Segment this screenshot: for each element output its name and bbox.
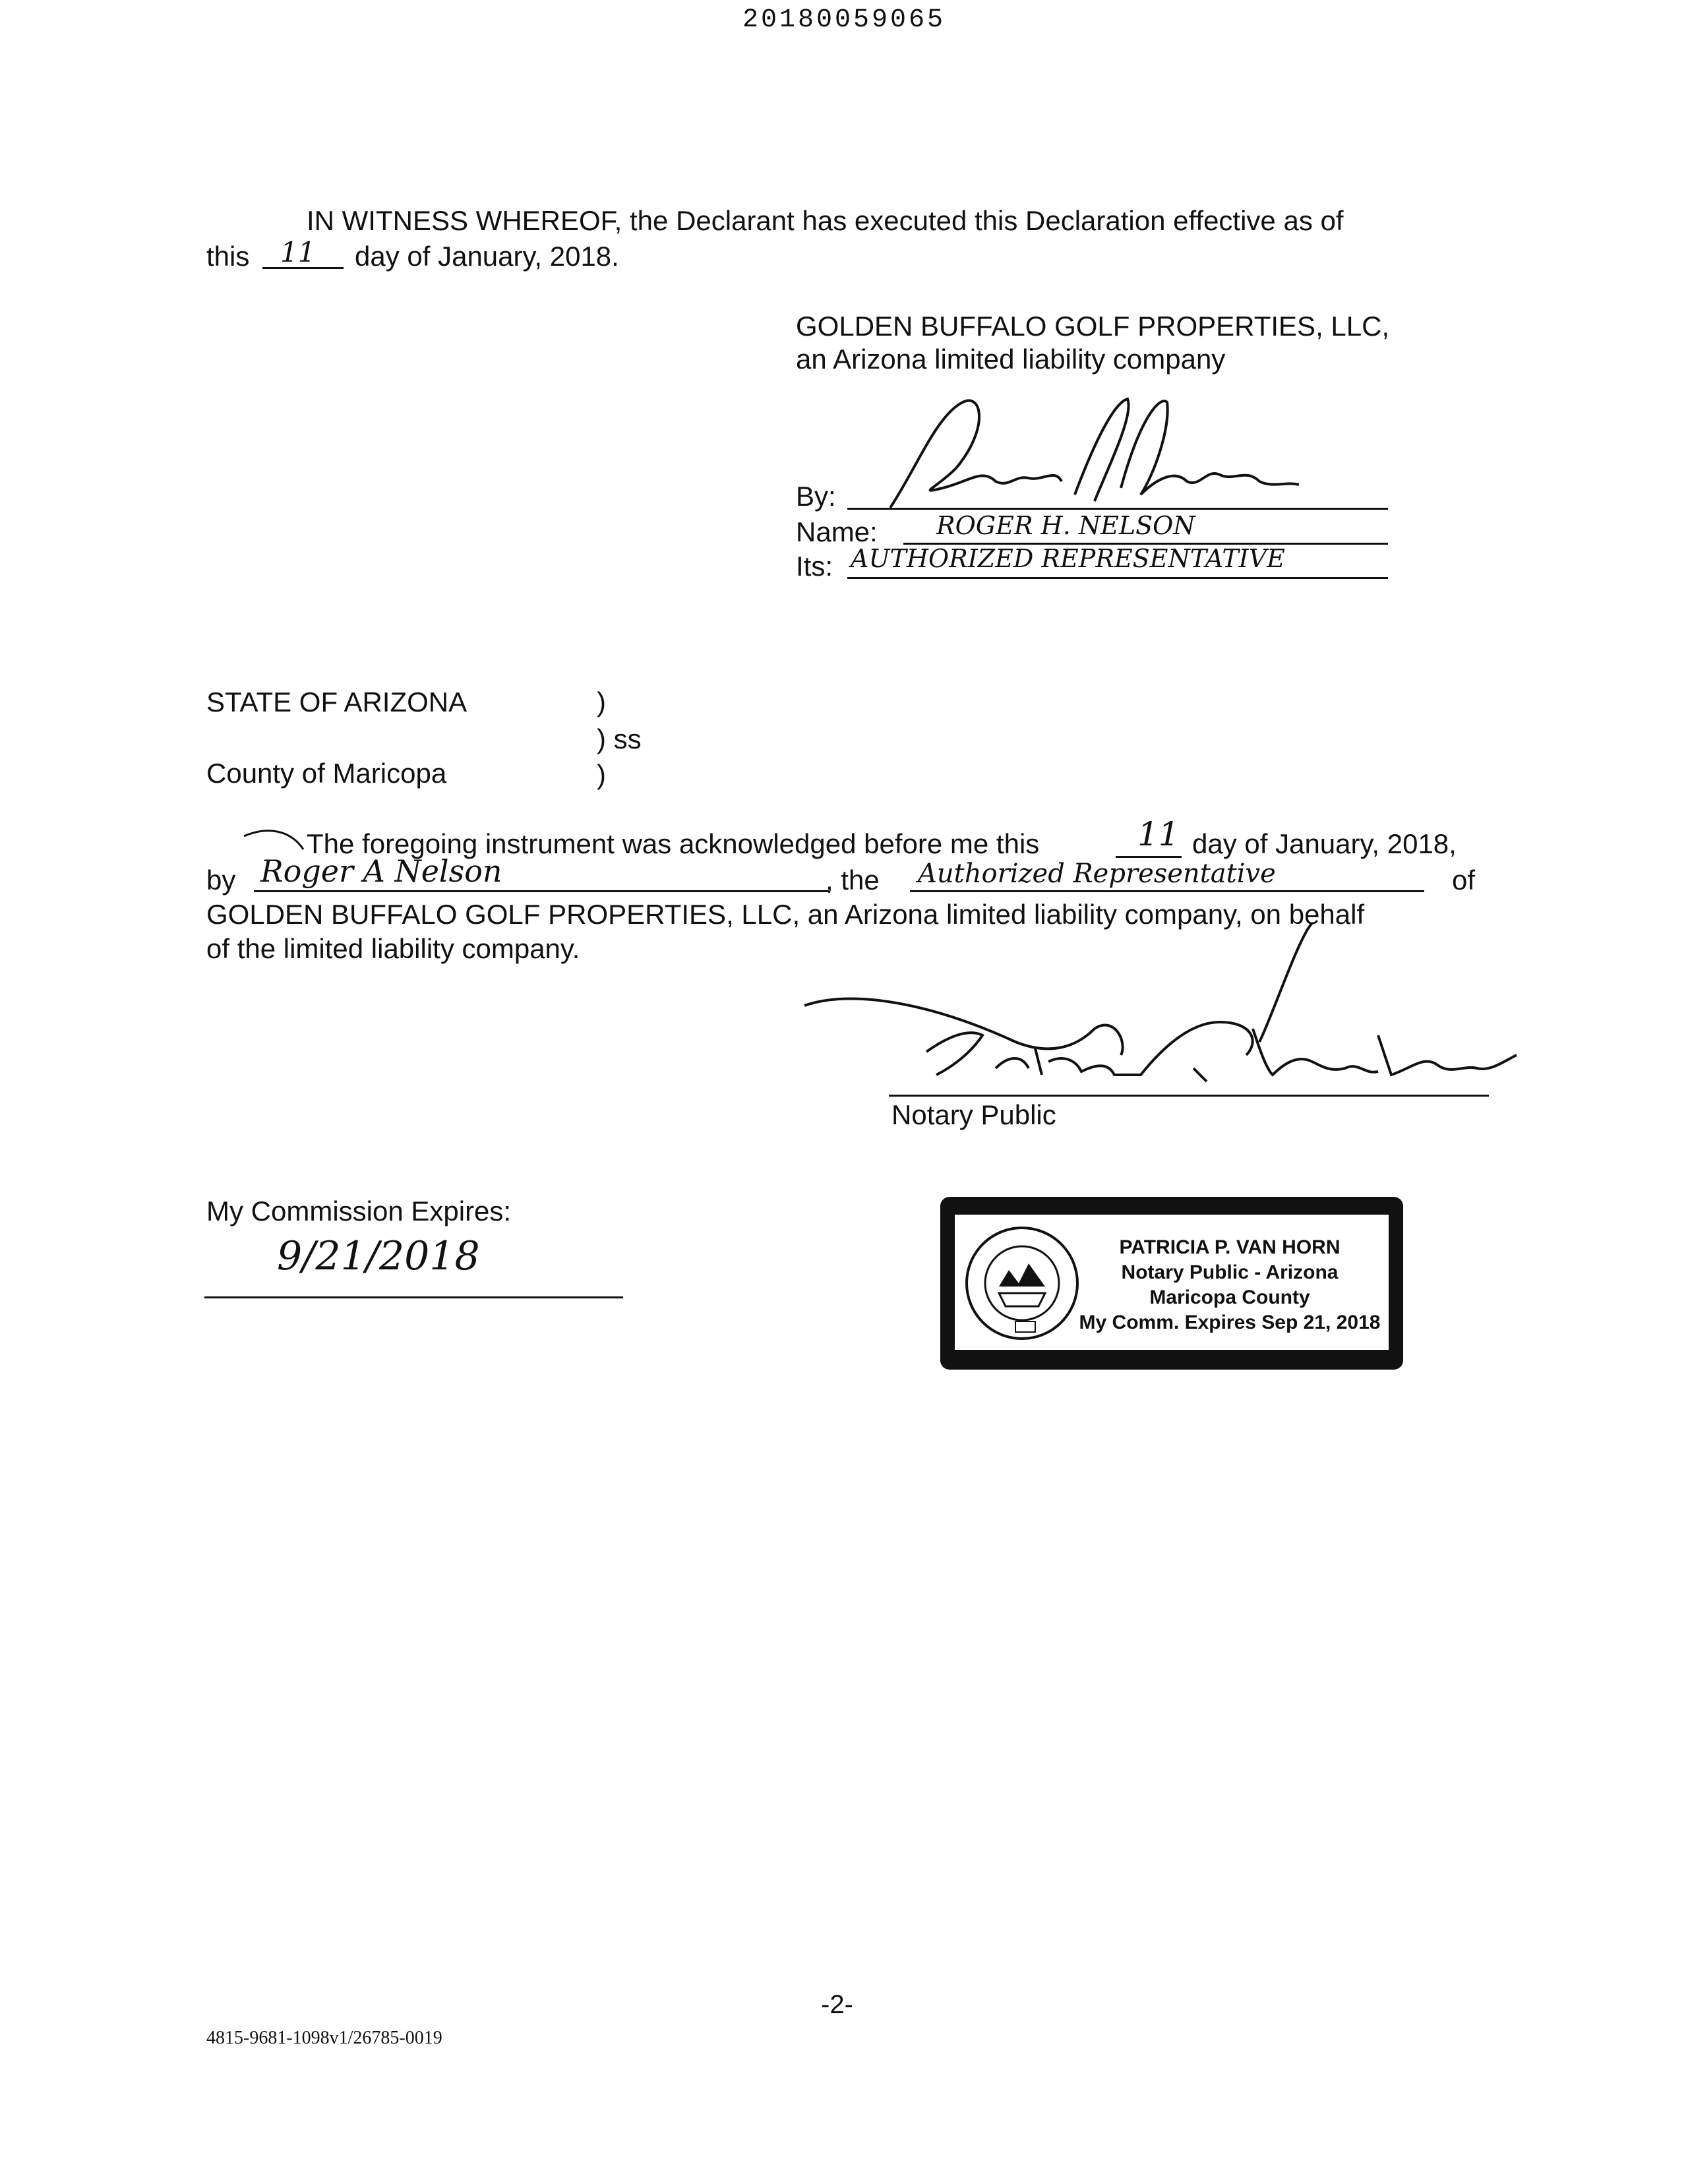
ack-line-1-b: day of January, 2018,	[1192, 828, 1457, 859]
witness-line-2-prefix: this	[206, 241, 250, 272]
ack-day-handwritten: 11	[1137, 815, 1180, 853]
ack-title-line	[910, 890, 1424, 892]
ack-name-line	[254, 890, 829, 892]
notary-label: Notary Public	[891, 1099, 1056, 1130]
ack-of: of	[1452, 864, 1476, 895]
company-type: an Arizona limited liability company	[796, 344, 1226, 375]
witness-day-handwritten: 11	[280, 236, 316, 268]
its-handwritten: AUTHORIZED REPRESENTATIVE	[851, 544, 1285, 573]
by-label: By:	[796, 481, 836, 512]
witness-line-2-suffix: day of January, 2018.	[355, 241, 619, 272]
paragraph-mark	[241, 823, 307, 856]
commission-label: My Commission Expires:	[206, 1196, 512, 1227]
declarant-signature	[877, 389, 1299, 521]
venue-paren-3: )	[597, 759, 606, 790]
venue-county: County of Maricopa	[206, 758, 447, 789]
document-number: 20180059065	[742, 5, 946, 35]
arizona-seal-icon	[963, 1224, 1081, 1343]
commission-date-line	[204, 1296, 623, 1298]
notary-signature-line	[889, 1095, 1489, 1097]
venue-state: STATE OF ARIZONA	[206, 686, 467, 717]
page-number: -2-	[821, 1990, 853, 2019]
ack-by: by	[206, 864, 236, 895]
ack-line-3: GOLDEN BUFFALO GOLF PROPERTIES, LLC, an Arizona limited liability company, on behalf	[206, 899, 1365, 930]
name-label: Name:	[796, 516, 878, 547]
stamp-county: Maricopa County	[1149, 1287, 1310, 1308]
stamp-name: PATRICIA P. VAN HORN	[1119, 1236, 1341, 1258]
ack-title-handwritten: Authorized Representative	[918, 859, 1276, 889]
ack-name-handwritten: Roger A Nelson	[260, 853, 502, 889]
witness-line-1: IN WITNESS WHEREOF, the Declarant has executed this Declaration effective as of	[307, 205, 1344, 236]
ack-line-4: of the limited liability company.	[206, 933, 580, 964]
name-handwritten: ROGER H. NELSON	[936, 511, 1195, 540]
company-name: GOLDEN BUFFALO GOLF PROPERTIES, LLC,	[796, 311, 1390, 342]
its-line	[847, 577, 1388, 579]
ack-line-1-a: The foregoing instrument was acknowledged before me this	[307, 828, 1040, 859]
document-code: 4815-9681-1098v1/26785-0019	[206, 2028, 442, 2048]
ack-the: , the	[826, 864, 880, 895]
stamp-title: Notary Public - Arizona	[1121, 1261, 1339, 1283]
notary-signature	[798, 923, 1530, 1108]
stamp-expires: My Comm. Expires Sep 21, 2018	[1079, 1312, 1381, 1333]
commission-date-handwritten: 9/21/2018	[277, 1233, 480, 1279]
venue-paren-1: )	[597, 686, 606, 717]
venue-ss: ) ss	[597, 723, 642, 754]
its-label: Its:	[796, 551, 833, 582]
